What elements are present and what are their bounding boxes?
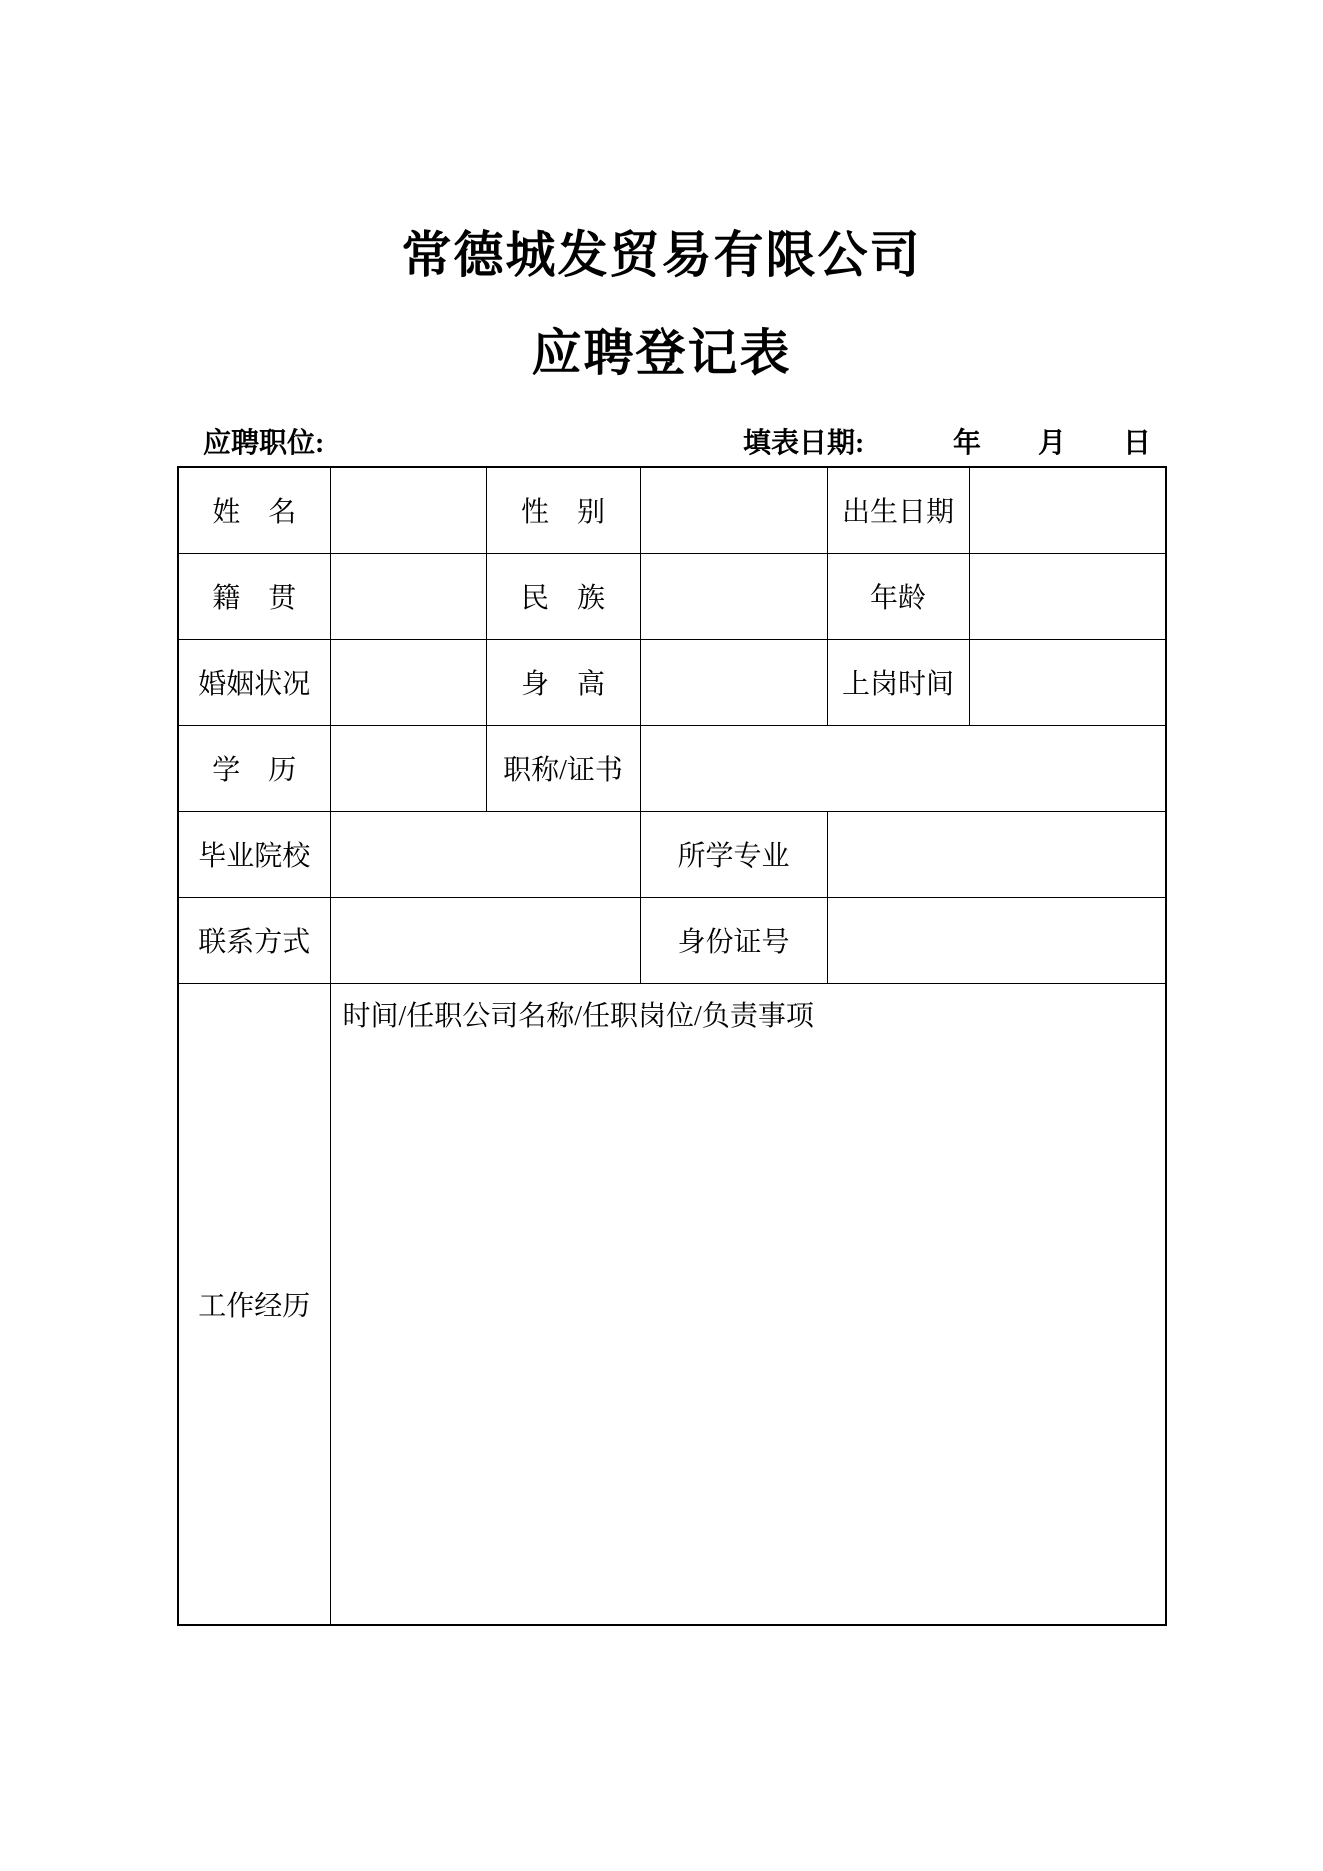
id-number-label: 身份证号	[640, 897, 827, 983]
title-certificate-value-cell[interactable]	[640, 725, 1166, 811]
marital-status-label: 婚姻状况	[178, 639, 330, 725]
onboard-time-value-cell[interactable]	[969, 639, 1166, 725]
contact-value-cell[interactable]	[330, 897, 640, 983]
height-value-cell[interactable]	[640, 639, 827, 725]
birth-date-value-cell[interactable]	[969, 467, 1166, 553]
table-row	[178, 811, 1166, 897]
education-value-cell[interactable]	[330, 725, 486, 811]
fill-date-label: 填表日期:	[743, 428, 865, 459]
age-label: 年龄	[827, 553, 969, 639]
onboard-time-label: 上岗时间	[827, 639, 969, 725]
month-label: 月	[1038, 428, 1067, 459]
education-label: 学 历	[178, 725, 330, 811]
title-certificate-label: 职称/证书	[486, 725, 640, 811]
id-number-value-cell[interactable]	[827, 897, 1166, 983]
ethnicity-label: 民 族	[486, 553, 640, 639]
birth-date-label: 出生日期	[827, 467, 969, 553]
table-row	[178, 639, 1166, 725]
native-place-value-cell[interactable]	[330, 553, 486, 639]
applied-position-label: 应聘职位:	[203, 428, 325, 459]
table-row	[178, 897, 1166, 983]
form-title: 应聘登记表	[531, 325, 792, 381]
contact-label: 联系方式	[178, 897, 330, 983]
registration-table	[177, 466, 1167, 1626]
major-label: 所学专业	[640, 811, 827, 897]
age-value-cell[interactable]	[969, 553, 1166, 639]
native-place-label: 籍 贯	[178, 553, 330, 639]
major-value-cell[interactable]	[827, 811, 1166, 897]
gender-label: 性 别	[486, 467, 640, 553]
graduate-school-value-cell[interactable]	[330, 811, 640, 897]
work-experience-content-cell[interactable]	[330, 983, 1166, 1625]
table-row	[178, 983, 1166, 1625]
company-title: 常德城发贸易有限公司	[401, 227, 922, 283]
height-label: 身 高	[486, 639, 640, 725]
ethnicity-value-cell[interactable]	[640, 553, 827, 639]
table-row	[178, 467, 1166, 553]
work-experience-columns-header: 时间/任职公司名称/任职岗位/负责事项	[342, 1000, 814, 1032]
name-label: 姓 名	[178, 467, 330, 553]
gender-value-cell[interactable]	[640, 467, 827, 553]
marital-status-value-cell[interactable]	[330, 639, 486, 725]
form-meta-row	[0, 424, 1323, 464]
year-label: 年	[953, 428, 982, 459]
graduate-school-label: 毕业院校	[178, 811, 330, 897]
table-row	[178, 725, 1166, 811]
name-value-cell[interactable]	[330, 467, 486, 553]
table-row	[178, 553, 1166, 639]
day-label: 日	[1123, 428, 1152, 459]
work-experience-label: 工作经历	[178, 983, 330, 1625]
